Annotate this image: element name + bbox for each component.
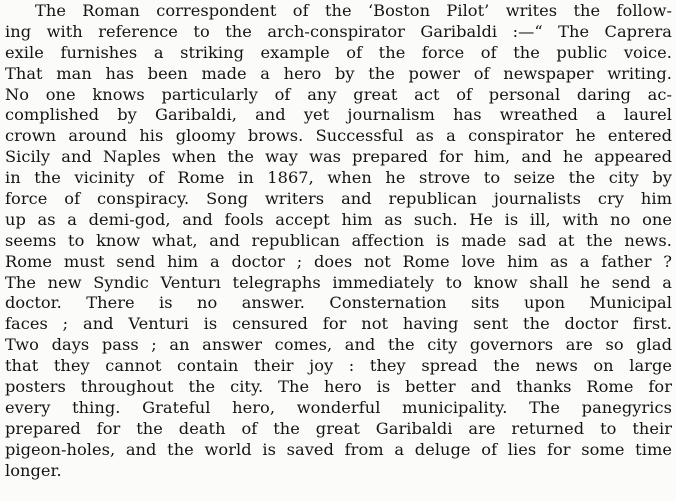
text-line: longer.	[5, 460, 62, 480]
text-line: That man has been made a hero by the power of newspaper writing.	[5, 63, 672, 83]
text-line: doctor. There is no answer. Consternation sits upon Municipal	[5, 293, 672, 313]
text-line: Rome must send him a doctor ; does not Rome love him as a father ?	[5, 251, 672, 271]
text-line: Two days pass ; an answer comes, and the city governors are so glad	[5, 335, 672, 355]
text-line: pigeon-holes, and the world is saved from a deluge of lies for some time	[5, 439, 672, 459]
text-line: that they cannot contain their joy : they spread the news on large	[5, 356, 672, 376]
text-line: crown around his gloomy brows. Successful as a conspirator he entered	[5, 126, 672, 146]
text-line: every thing. Grateful hero, wonderful municipality. The panegyrics	[5, 397, 672, 417]
text-line: The Roman correspondent of the ‘Boston Pilot’ writes the follow-	[35, 1, 672, 20]
text-line: seems to know what, and republican affection is made sad at the news.	[5, 230, 672, 250]
text-line: ing with reference to the arch-conspirator Garibaldi :—“ The Caprera	[5, 21, 672, 41]
text-line: in the vicinity of Rome in 1867, when he strove to seize the city by	[5, 168, 672, 188]
text-line: prepared for the death of the great Garibaldi are returned to their	[5, 418, 672, 438]
text-line: faces ; and Venturi is censured for not having sent the doctor first.	[5, 314, 672, 334]
text-line: posters throughout the city. The hero is better and thanks Rome for	[5, 377, 672, 397]
text-line: up as a demi-god, and fools accept him as such. He is ill, with no one	[5, 209, 672, 229]
text-line: The new Syndic Venturı telegraphs immediately to know shall he send a	[5, 272, 672, 292]
article-text	[5, 1, 672, 481]
text-line: Sicily and Naples when the way was prepared for him, and he appeared	[5, 147, 672, 167]
text-line: complished by Garibaldi, and yet journalism has wreathed a laurel	[5, 105, 672, 125]
text-line: No one knows particularly of any great act of personal daring ac-	[5, 84, 672, 104]
text-line: exile furnishes a striking example of the force of the public voice.	[5, 42, 672, 62]
text-line: force of conspiracy. Song writers and republican journalists cry him	[5, 189, 672, 209]
